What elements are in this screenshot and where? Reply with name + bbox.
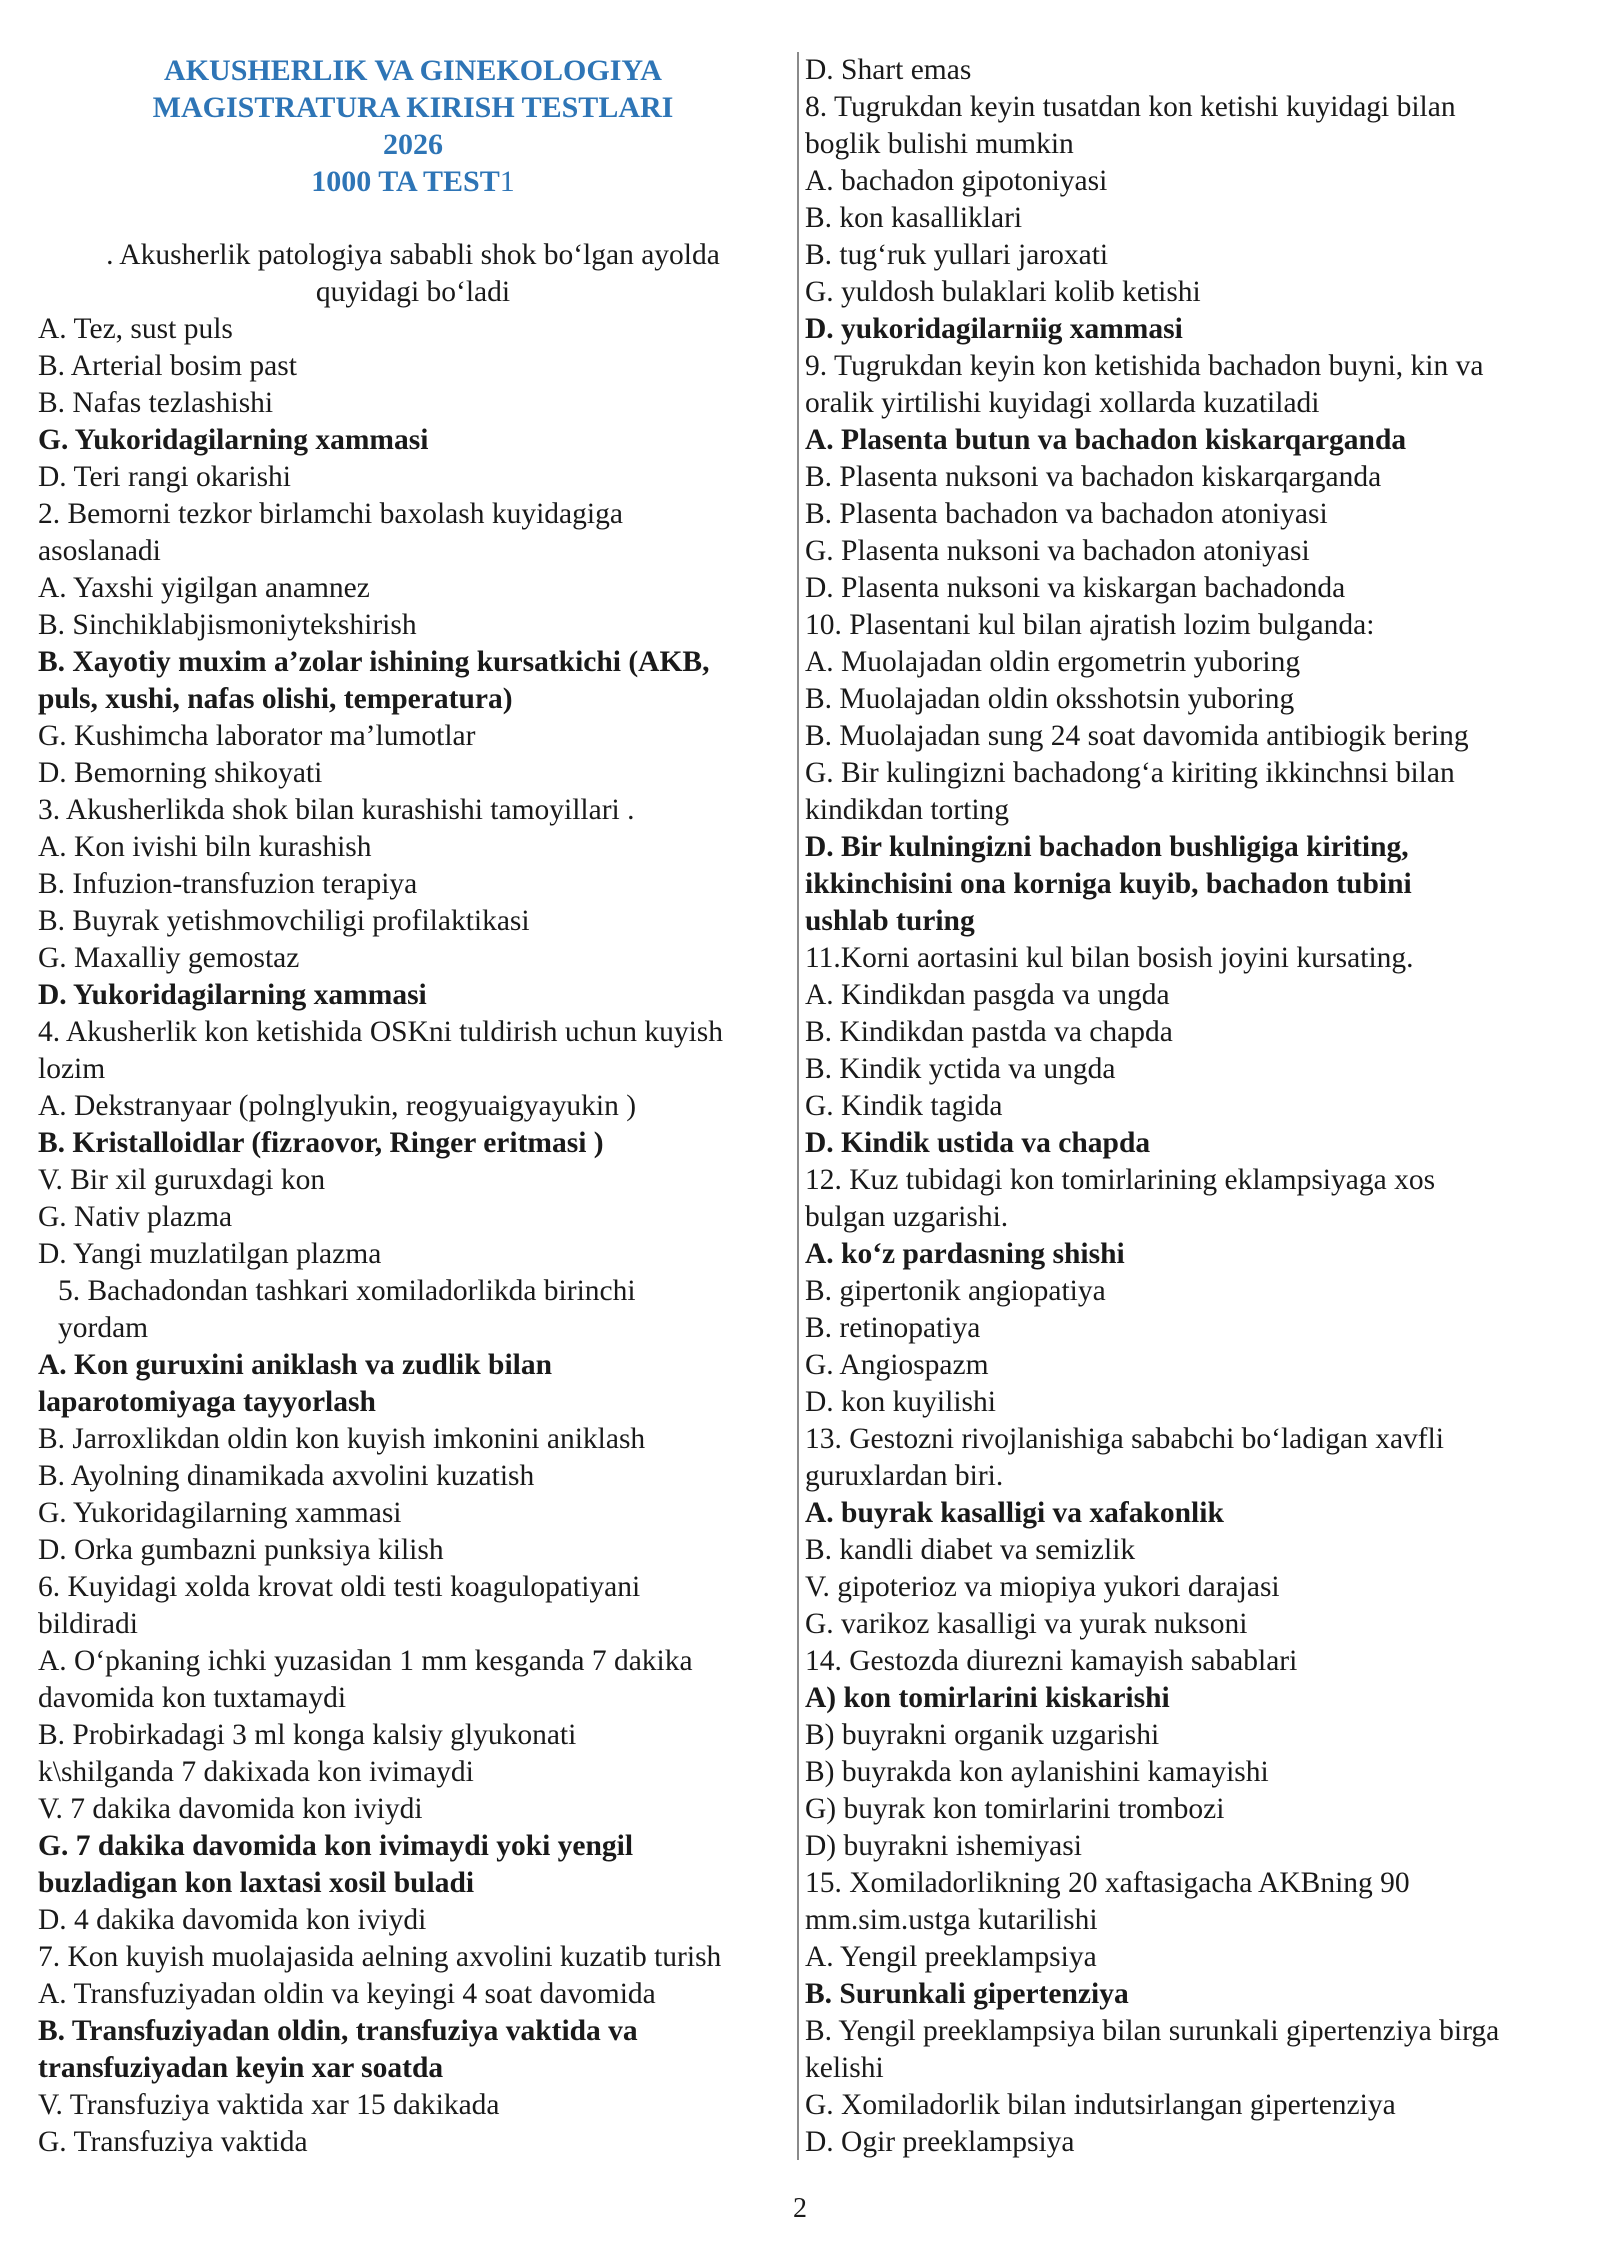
- question-15-text: 15. Xomiladorlikning 20 xaftasigacha AKBning 90: [805, 1867, 1410, 1899]
- question-6-option-a: A. O‘pkaning ichki yuzasidan 1 mm kesganda 7 dakika: [38, 1645, 693, 1677]
- question-10-option-b: B. Muolajadan oldin oksshotsin yuboring: [805, 683, 1295, 715]
- question-12-option-b: B. gipertonik angiopatiya: [805, 1275, 1106, 1307]
- question-10-text: 10. Plasentani kul bilan ajratish lozim bulganda:: [805, 609, 1375, 641]
- question-8-text: 8. Tugrukdan keyin tusatdan kon ketishi kuyidagi bilan: [805, 91, 1456, 123]
- question-10-option-a: A. Muolajadan oldin ergometrin yuboring: [805, 646, 1301, 678]
- question-6-option-b-cont: k\shilganda 7 dakixada kon ivimaydi: [38, 1756, 474, 1788]
- question-11-correct-answer: D. Kindik ustida va chapda: [805, 1127, 1151, 1159]
- question-13-text-cont: guruxlardan biri.: [805, 1460, 1004, 1492]
- question-1-text: . Akusherlik patologiya sababli shok bo‘lgan ayolda: [106, 239, 720, 271]
- question-11-option-b: B. Kindikdan pastda va chapda: [805, 1016, 1173, 1048]
- question-5-option-b: B. Jarroxlikdan oldin kon kuyish imkonini aniklash: [38, 1423, 646, 1455]
- title-year: 2026: [383, 128, 443, 161]
- question-13-option-c: V. gipoterioz va miopiya yukori darajasi: [805, 1571, 1280, 1603]
- question-15-text-cont: mm.sim.ustga kutarilishi: [805, 1904, 1098, 1936]
- question-7-correct-answer-cont: transfuziyadan keyin xar soatda: [38, 2052, 444, 2084]
- question-8-correct-answer: D. yukoridagilarniig xammasi: [805, 313, 1183, 345]
- question-12-option-d: G. Angiospazm: [805, 1349, 989, 1381]
- question-2-correct-answer-cont: puls, xushi, nafas olishi, temperatura): [38, 683, 513, 715]
- question-15-option-c: B. Yengil preeklampsiya bilan surunkali gipertenziya birga: [805, 2015, 1500, 2047]
- question-9-option-d: G. Plasenta nuksoni va bachadon atoniyasi: [805, 535, 1310, 567]
- question-14-correct-answer: A) kon tomirlarini kiskarishi: [805, 1682, 1170, 1714]
- page-number: 2: [793, 2193, 807, 2224]
- question-5-option-d: G. Yukoridagilarning xammasi: [38, 1497, 402, 1529]
- question-7-option-d: G. Transfuziya vaktida: [38, 2126, 308, 2158]
- question-10-option-d: G. Bir kulingizni bachadong‘a kiriting ikkinchnsi bilan: [805, 757, 1455, 789]
- question-14-text: 14. Gestozda diurezni kamayish sabablari: [805, 1645, 1298, 1677]
- question-6-correct-answer-cont: buzladigan kon laxtasi xosil buladi: [38, 1867, 475, 1899]
- question-2-correct-answer: B. Xayotiy muxim a’zolar ishining kursatkichi (AKB,: [38, 646, 710, 678]
- question-5-correct-answer-cont: laparotomiyaga tayyorlash: [38, 1386, 376, 1418]
- question-10-correct-answer: D. Bir kulningizni bachadon bushligiga kiriting,: [805, 831, 1409, 863]
- question-9-option-b: B. Plasenta nuksoni va bachadon kiskarqarganda: [805, 461, 1382, 493]
- left-column: [38, 52, 788, 2161]
- question-10-correct-answer-end: ushlab turing: [805, 905, 975, 937]
- question-13-option-b: B. kandli diabet va semizlik: [805, 1534, 1136, 1566]
- question-8-option-d: G. yuldosh bulaklari kolib ketishi: [805, 276, 1201, 308]
- question-12-text-cont: bulgan uzgarishi.: [805, 1201, 1009, 1233]
- question-7-correct-answer: B. Transfuziyadan oldin, transfuziya vaktida va: [38, 2015, 638, 2047]
- document-title: [38, 52, 788, 200]
- question-2-text-cont: asoslanadi: [38, 535, 161, 567]
- question-11-option-d: G. Kindik tagida: [805, 1090, 1003, 1122]
- question-1-option-b: B. Arterial bosim past: [38, 350, 297, 382]
- title-suffix: 1: [499, 165, 515, 198]
- question-14-option-d: G) buyrak kon tomirlarini trombozi: [805, 1793, 1225, 1825]
- question-1-option-c: B. Nafas tezlashishi: [38, 387, 274, 419]
- question-6-option-c: V. 7 dakika davomida kon iviydi: [38, 1793, 423, 1825]
- question-9-option-e: D. Plasenta nuksoni va kiskargan bachadonda: [805, 572, 1346, 604]
- title-line-1: AKUSHERLIK VA GINEKOLOGIYA: [164, 54, 662, 87]
- question-12-text: 12. Kuz tubidagi kon tomirlarining eklampsiyaga xos: [805, 1164, 1436, 1196]
- question-7-option-e: D. Shart emas: [805, 54, 972, 86]
- question-11-text: 11.Korni aortasini kul bilan bosish joyini kursating.: [805, 942, 1414, 974]
- question-12-option-e: D. kon kuyilishi: [805, 1386, 996, 1418]
- question-9-text: 9. Tugrukdan keyin kon ketishida bachadon buyni, kin va: [805, 350, 1484, 382]
- question-4-option-a: A. Dekstranyaar (polnglyukin, reogyuaigyayukin ): [38, 1090, 637, 1122]
- question-14-option-c: B) buyrakda kon aylanishini kamayishi: [805, 1756, 1269, 1788]
- question-1-correct-answer: G. Yukoridagilarning xammasi: [38, 424, 429, 456]
- question-4-option-d: G. Nativ plazma: [38, 1201, 233, 1233]
- question-3-option-a: A. Kon ivishi biln kurashish: [38, 831, 372, 863]
- question-11-option-a: A. Kindikdan pasgda va ungda: [805, 979, 1170, 1011]
- question-5-correct-answer: A. Kon guruxini aniklash va zudlik bilan: [38, 1349, 552, 1381]
- question-6-option-a-cont: davomida kon tuxtamaydi: [38, 1682, 347, 1714]
- question-5-option-e: D. Orka gumbazni punksiya kilish: [38, 1534, 444, 1566]
- question-5-text-cont: yordam: [58, 1312, 149, 1344]
- question-8-option-b: B. kon kasalliklari: [805, 202, 1023, 234]
- question-1-text-cont: quyidagi bo‘ladi: [315, 276, 511, 308]
- question-4-correct-answer: B. Kristalloidlar (fizraovor, Ringer eritmasi ): [38, 1127, 604, 1159]
- title-line-4: [38, 163, 788, 200]
- question-6-text: 6. Kuyidagi xolda krovat oldi testi koagulopatiyani: [38, 1571, 641, 1603]
- question-2-text: 2. Bemorni tezkor birlamchi baxolash kuyidagiga: [38, 498, 623, 530]
- title-test-count: 1000 TA TEST: [311, 165, 500, 198]
- question-13-text: 13. Gestozni rivojlanishiga sababchi bo‘ladigan xavfli: [805, 1423, 1445, 1455]
- question-7-option-c: V. Transfuziya vaktida xar 15 dakikada: [38, 2089, 500, 2121]
- question-4-option-e: D. Yangi muzlatilgan plazma: [38, 1238, 382, 1270]
- question-15-option-e: D. Ogir preeklampsiya: [805, 2126, 1075, 2158]
- question-6-correct-answer: G. 7 dakika davomida kon ivimaydi yoki yengil: [38, 1830, 634, 1862]
- question-10-correct-answer-cont: ikkinchisini ona korniga kuyib, bachadon tubini: [805, 868, 1412, 900]
- question-14-option-b: B) buyrakni organik uzgarishi: [805, 1719, 1160, 1751]
- question-9-option-c: B. Plasenta bachadon va bachadon atoniyasi: [805, 498, 1328, 530]
- question-15-option-a: A. Yengil preeklampsiya: [805, 1941, 1097, 1973]
- question-15-option-d: G. Xomiladorlik bilan indutsirlangan gipertenziya: [805, 2089, 1396, 2121]
- question-2-option-d: G. Kushimcha laborator ma’lumotlar: [38, 720, 476, 752]
- question-5-text: 5. Bachadondan tashkari xomiladorlikda birinchi: [58, 1275, 636, 1307]
- question-11-option-c: B. Kindik yctida va ungda: [805, 1053, 1116, 1085]
- title-line-2: MAGISTRATURA KIRISH TESTLARI: [152, 91, 674, 124]
- question-7-text: 7. Kon kuyish muolajasida aelning axvolini kuzatib turish: [38, 1941, 722, 1973]
- question-12-option-c: B. retinopatiya: [805, 1312, 981, 1344]
- question-3-correct-answer: D. Yukoridagilarning xammasi: [38, 979, 427, 1011]
- right-column: [805, 52, 1565, 2161]
- question-15-option-c-cont: kelishi: [805, 2052, 884, 2084]
- question-3-option-b: B. Infuzion-transfuzion terapiya: [38, 868, 418, 900]
- question-14-option-e: D) buyrakni ishemiyasi: [805, 1830, 1082, 1862]
- question-7-option-a: A. Transfuziyadan oldin va keyingi 4 soat davomida: [38, 1978, 656, 2010]
- question-2-option-b: B. Sinchiklabjismoniytekshirish: [38, 609, 417, 641]
- question-6-text-cont: bildiradi: [38, 1608, 138, 1640]
- question-3-option-d: G. Maxalliy gemostaz: [38, 942, 300, 974]
- question-12-correct-answer: A. ko‘z pardasning shishi: [805, 1238, 1125, 1270]
- question-9-correct-answer: A. Plasenta butun va bachadon kiskarqarganda: [805, 424, 1407, 456]
- question-10-option-c: B. Muolajadan sung 24 soat davomida antibiogik bering: [805, 720, 1469, 752]
- column-divider: [797, 52, 799, 2160]
- question-10-option-d-cont: kindikdan torting: [805, 794, 1010, 826]
- question-4-text: 4. Akusherlik kon ketishida OSKni tuldirish uchun kuyish: [38, 1016, 724, 1048]
- question-6-option-b: B. Probirkadagi 3 ml konga kalsiy glyukonati: [38, 1719, 577, 1751]
- question-8-option-a: A. bachadon gipotoniyasi: [805, 165, 1108, 197]
- question-5-option-c: B. Ayolning dinamikada axvolini kuzatish: [38, 1460, 535, 1492]
- question-3-option-c: B. Buyrak yetishmovchiligi profilaktikasi: [38, 905, 530, 937]
- question-3-text: 3. Akusherlikda shok bilan kurashishi tamoyillari .: [38, 794, 635, 826]
- question-15-correct-answer: B. Surunkali gipertenziya: [805, 1978, 1129, 2010]
- question-8-text-cont: boglik bulishi mumkin: [805, 128, 1074, 160]
- question-4-option-c: V. Bir xil guruxdagi kon: [38, 1164, 326, 1196]
- question-1-option-e: D. Teri rangi okarishi: [38, 461, 291, 493]
- question-2-option-e: D. Bemorning shikoyati: [38, 757, 323, 789]
- question-9-text-cont: oralik yirtilishi kuyidagi xollarda kuzatiladi: [805, 387, 1320, 419]
- question-4-text-cont: lozim: [38, 1053, 106, 1085]
- question-8-option-c: B. tug‘ruk yullari jaroxati: [805, 239, 1109, 271]
- question-6-option-e: D. 4 dakika davomida kon iviydi: [38, 1904, 427, 1936]
- question-13-option-d: G. varikoz kasalligi va yurak nuksoni: [805, 1608, 1248, 1640]
- question-2-option-a: A. Yaxshi yigilgan anamnez: [38, 572, 370, 604]
- question-1-option-a: A. Tez, sust puls: [38, 313, 233, 345]
- question-13-correct-answer: A. buyrak kasalligi va xafakonlik: [805, 1497, 1224, 1529]
